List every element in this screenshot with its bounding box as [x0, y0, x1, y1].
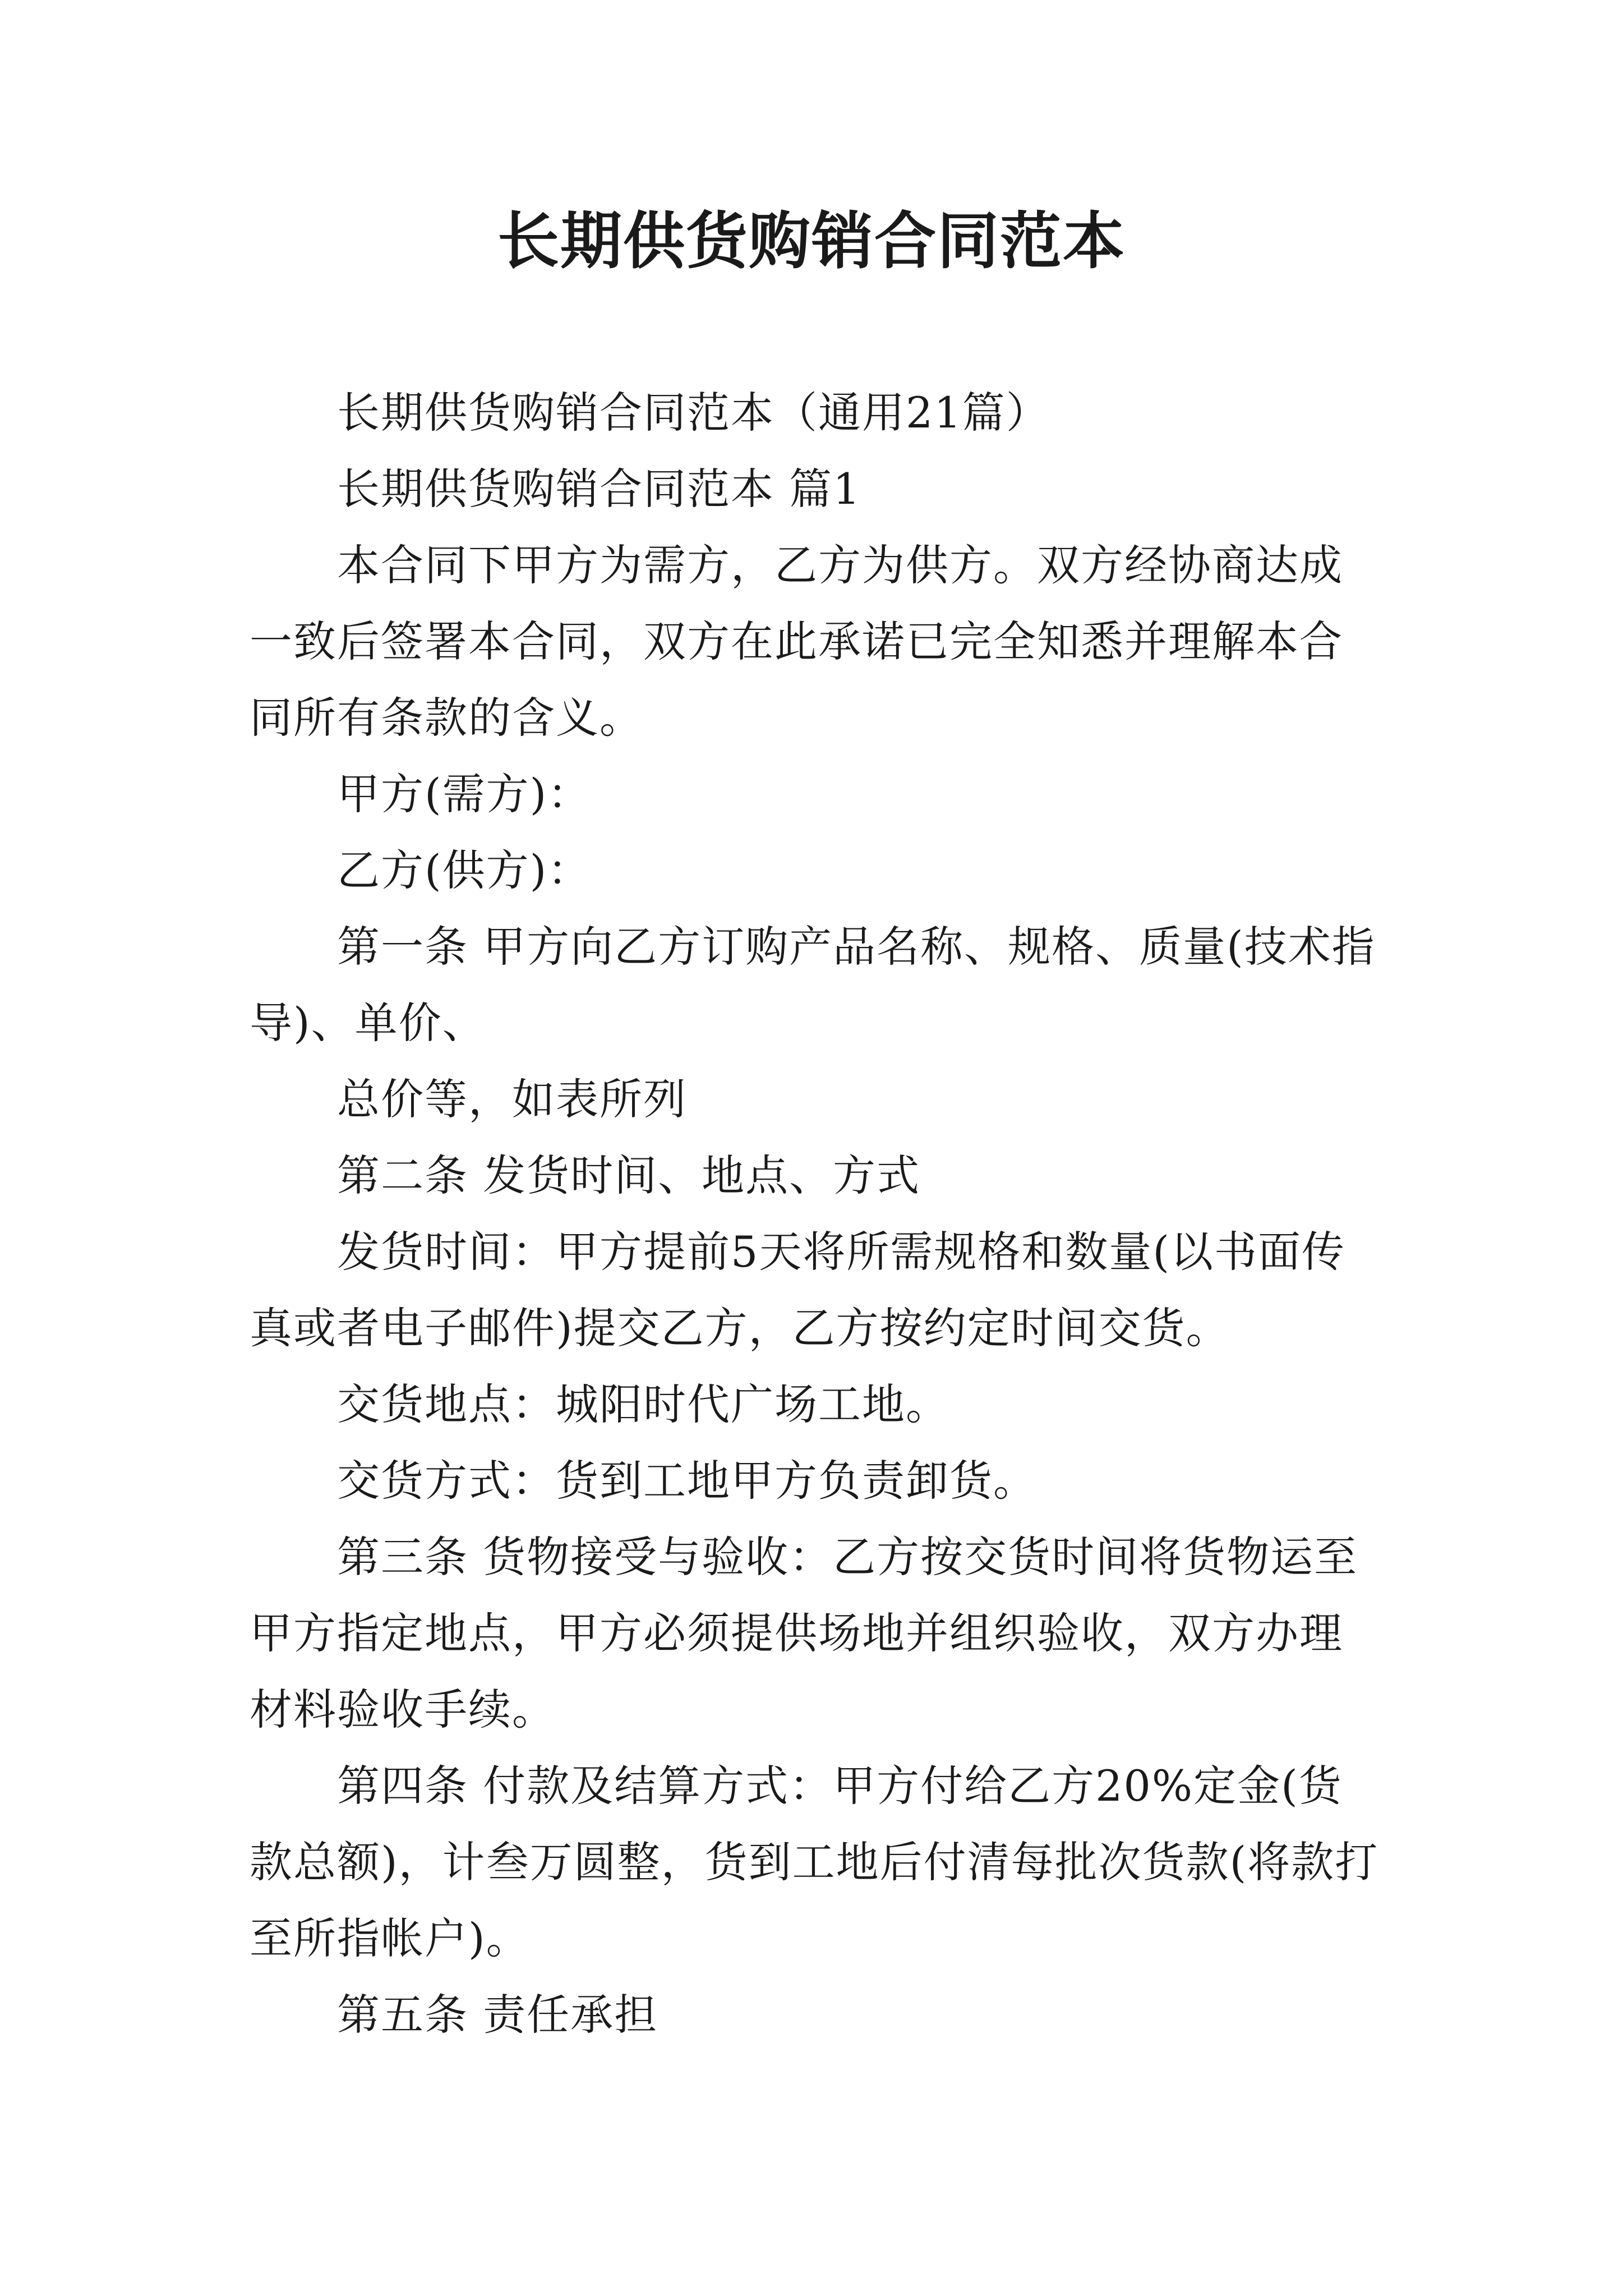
paragraph-article-2: 第二条 发货时间、地点、方式	[337, 1151, 921, 1200]
document-title: 长期供货购销合同范本	[497, 205, 1126, 277]
paragraph-article-1-cont: 总价等，如表所列	[337, 1074, 687, 1124]
paragraph-delivery-place: 交货地点：城阳时代广场工地。	[337, 1379, 949, 1429]
paragraph-delivery-time: 发货时间：甲方提前5天将所需规格和数量(以书面传真或者电子邮件)提交乙方，乙方按约定时间交货。	[250, 1227, 1346, 1353]
paragraph-article-1: 第一条 甲方向乙方订购产品名称、规格、质量(技术指导)、单价、	[250, 922, 1376, 1048]
paragraph-party-b: 乙方(供方)：	[337, 845, 592, 895]
paragraph-delivery-method: 交货方式：货到工地甲方负责卸货。	[337, 1456, 1037, 1506]
document-body	[250, 375, 1382, 2053]
paragraph-article-5: 第五条 责任承担	[337, 1990, 658, 2040]
paragraph-section-heading: 长期供货购销合同范本 篇1	[337, 464, 861, 514]
paragraph-article-4: 第四条 付款及结算方式：甲方付给乙方20%定金(货款总额)，计叁万圆整，货到工地后付清每批次货款(将款打至所指帐户)。	[250, 1761, 1379, 1963]
paragraph-article-3: 第三条 货物接受与验收：乙方按交货时间将货物运至甲方指定地点，甲方必须提供场地并组织验收，双方办理材料验收手续。	[250, 1532, 1358, 1734]
paragraph-subtitle: 长期供货购销合同范本（通用21篇）	[337, 388, 1050, 438]
paragraph-party-a: 甲方(需方)：	[337, 769, 592, 819]
paragraph-preamble: 本合同下甲方为需方，乙方为供方。双方经协商达成一致后签署本合同，双方在此承诺已完全知悉并理解本合同所有条款的含义。	[250, 540, 1343, 743]
